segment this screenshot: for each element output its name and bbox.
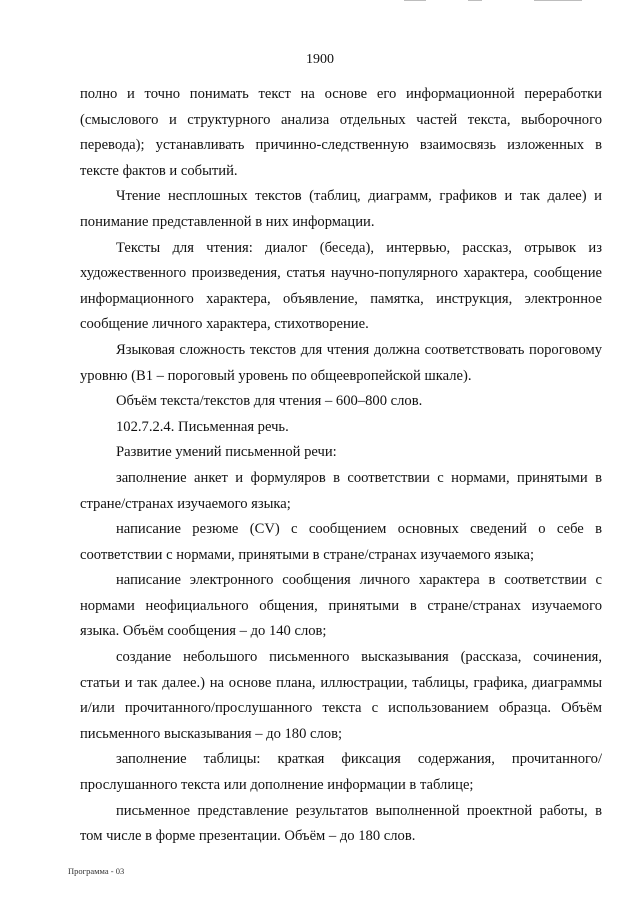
footer-note: Программа - 03 [68, 866, 125, 876]
paragraph: Развитие умений письменной речи: [116, 444, 337, 461]
scan-edge-mark [404, 0, 426, 1]
paragraph: Объём текста/текстов для чтения – 600–800 слов. [116, 393, 423, 410]
paragraph: полно и точно понимать текст на основе его информационной переработки (смыслового и структурного анализа отдельных частей текста, выборочного перевода); устанавливать причинно-следственную взаимосвязь изложенных в тексте фактов и событий. [80, 86, 602, 179]
list-item: заполнение анкет и формуляров в соответствии с нормами, принятыми в стране/странах изучаемого языка; [80, 469, 602, 512]
list-item: создание небольшого письменного высказывания (рассказа, сочинения, статьи и так далее.) на основе плана, иллюстрации, таблицы, графика, диаграммы и/или прочитанного/прослушанного текста с использованием образца. Объём письменного высказывания – до 180 слов; [80, 649, 602, 742]
page-number: 1900 [306, 52, 334, 67]
list-item: письменное представление результатов выполненной проектной работы, в том числе в форме презентации. Объём – до 180 слов. [80, 802, 602, 845]
paragraph: Чтение несплошных текстов (таблиц, диаграмм, графиков и так далее) и понимание представленной в них информации. [80, 188, 602, 230]
list-item: написание электронного сообщения личного характера в соответствии с нормами неофициального общения, принятыми в стране/странах изучаемого языка. Объём сообщения – до 140 слов; [80, 572, 602, 640]
list-item: написание резюме (CV) с сообщением основных сведений о себе в соответствии с нормами, принятыми в стране/странах изучаемого языка; [80, 521, 602, 563]
paragraph: Языковая сложность текстов для чтения должна соответствовать пороговому уровню (B1 – пороговый уровень по общеевропейской шкале). [80, 341, 602, 384]
scan-edge-mark [534, 0, 582, 1]
scan-edge-mark [468, 0, 482, 1]
document-body [80, 82, 602, 850]
paragraph: Тексты для чтения: диалог (беседа), интервью, рассказ, отрывок из художественного произведения, статья научно-популярного характера, сообщение информационного характера, объявление, памятка, инструкция, электронное сообщение личного характера, стихотворение. [80, 239, 602, 333]
section-heading: 102.7.2.4. Письменная речь. [116, 418, 289, 435]
list-item: заполнение таблицы: краткая фиксация содержания, прочитанного/прослушанного текста или дополнение информации в таблице; [80, 751, 602, 794]
